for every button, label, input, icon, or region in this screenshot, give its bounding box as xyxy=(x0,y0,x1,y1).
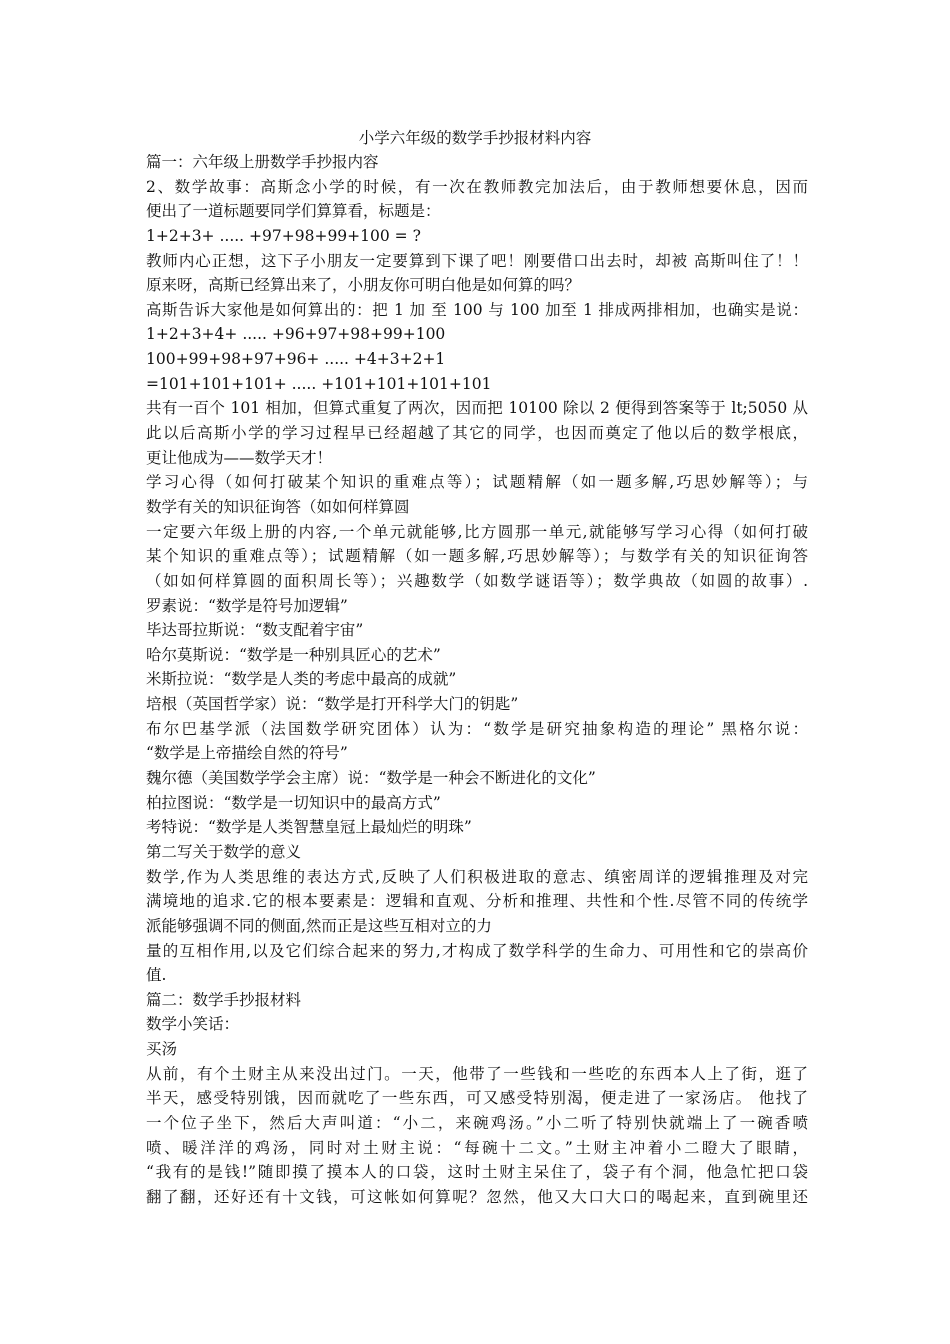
paragraph-line: 翻了翻，还好还有十文钱，可这帐如何算呢？忽然，他又大口大口的喝起来，直到碗里还 xyxy=(146,1187,808,1206)
paragraph-line: 此以后高斯小学的学习过程早已经超越了其它的同学，也因而奠定了他以后的数学根底， xyxy=(146,424,808,443)
quote-line: 柏拉图说：“数学是一切知识中的最高方式” xyxy=(146,793,441,812)
quote-line: 布尔巴基学派（法国数学研究团体）认为：“数学是研究抽象构造的理论” 黑格尔说： xyxy=(146,719,808,738)
subsection-heading: 数学小笑话： xyxy=(146,1015,240,1034)
paragraph-line: 喷、暖洋洋的鸡汤，同时对土财主说：“每碗十二文。”土财主冲着小二瞪大了眼睛， xyxy=(146,1138,808,1157)
paragraph-line: 2、数学故事：高斯念小学的时候，有一次在教师教完加法后，由于教师想要休息，因而 xyxy=(146,177,808,196)
paragraph-line: 高斯告诉大家他是如何算出的：把 1 加 至 100 与 100 加至 1 排成两排相加，也确实是说： xyxy=(146,300,808,319)
paragraph-line: 更让他成为——数学天才！ xyxy=(146,448,333,467)
story-title: 买汤 xyxy=(146,1040,178,1059)
section-heading: 篇一：六年级上册数学手抄报内容 xyxy=(146,153,379,171)
quote-line: 米斯拉说：“数学是人类的考虑中最高的成就” xyxy=(146,670,457,689)
document-title: 小学六年级的数学手抄报材料内容 xyxy=(358,129,592,147)
formula-line: =101+101+101+ ..... +101+101+101+101 xyxy=(146,374,492,393)
paragraph-line: 数学,作为人类思维的表达方式,反映了人们积极进取的意志、缜密周详的逻辑推理及对完 xyxy=(146,867,808,886)
formula-line: 100+99+98+97+96+ ..... +4+3+2+1 xyxy=(146,350,446,369)
quote-line: 考特说：“数学是人类智慧皇冠上最灿烂的明珠” xyxy=(146,818,472,837)
paragraph-line: 派能够强调不同的侧面,然而正是这些互相对立的力 xyxy=(146,916,492,935)
quote-line: “数学是上帝描绘自然的符号” xyxy=(146,744,348,763)
paragraph-line: 共有一百个 101 相加，但算式重复了两次，因而把 10100 除以 2 便得到答案等于 lt;5050 从 xyxy=(146,399,808,418)
section-heading: 第二写关于数学的意义 xyxy=(146,842,302,861)
paragraph-line: 数学有关的知识征询答（如如何样算圆 xyxy=(146,497,410,516)
paragraph-line: “我有的是钱!”随即摸了摸本人的口袋，这时土财主呆住了，袋子有个洞，他急忙把口袋 xyxy=(146,1163,808,1182)
paragraph-line: （如如何样算圆的面积周长等）；兴趣数学（如数学谜语等）；数学典故（如圆的故事）. xyxy=(146,571,808,590)
formula-line: 1+2+3+4+ ..... +96+97+98+99+100 xyxy=(146,325,446,344)
document-body xyxy=(146,150,808,1210)
quote-line: 毕达哥拉斯说：“数支配着宇宙” xyxy=(146,621,364,640)
paragraph-line: 教师内心正想，这下子小朋友一定要算到下课了吧！刚要借口出去时，却被 高斯叫住了！！ xyxy=(146,251,808,270)
quote-line: 哈尔莫斯说：“数学是一种别具匠心的艺术” xyxy=(146,645,441,664)
formula-line: 1+2+3+ ..... +97+98+99+100 = ? xyxy=(146,226,421,245)
quote-line: 培根（英国哲学家）说：“数学是打开科学大门的钥匙” xyxy=(146,695,519,714)
paragraph-line: 原来呀，高斯已经算出来了，小朋友你可明白他是如何算的吗？ xyxy=(146,276,581,295)
paragraph-line: 学习心得（如何打破某个知识的重难点等）；试题精解（如一题多解,巧思妙解等）；与 xyxy=(146,473,808,492)
paragraph-line: 值. xyxy=(146,966,167,985)
paragraph-line: 满境地的追求.它的根本要素是：逻辑和直观、分析和推理、共性和个性.尽管不同的传统学 xyxy=(146,892,808,911)
paragraph-line: 量的互相作用,以及它们综合起来的努力,才构成了数学科学的生命力、可用性和它的崇高价 xyxy=(146,941,808,960)
paragraph-line: 一个位子坐下，然后大声叫道：“小二，来碗鸡汤。”小二听了特别快就端上了一碗香喷 xyxy=(146,1113,808,1132)
quote-line: 魏尔德（美国数学学会主席）说：“数学是一种会不断进化的文化” xyxy=(146,769,596,788)
section-heading: 篇二：数学手抄报材料 xyxy=(146,990,302,1009)
paragraph-line: 从前，有个土财主从来没出过门。一天，他带了一些钱和一些吃的东西本人上了街，逛了 xyxy=(146,1064,808,1083)
quote-line: 罗素说：“数学是符号加逻辑” xyxy=(146,596,348,615)
paragraph-line: 某个知识的重难点等）；试题精解（如一题多解,巧思妙解等）；与数学有关的知识征询答 xyxy=(146,547,808,566)
paragraph-line: 便出了一道标题要同学们算算看，标题是： xyxy=(146,202,441,221)
paragraph-line: 一定要六年级上册的内容,一个单元就能够,比方圆那一单元,就能够写学习心得（如何打破 xyxy=(146,522,808,541)
paragraph-line: 半天，感受特别饿，因而就吃了一些东西，可又感受特别渴，便走进了一家汤店。 他找了 xyxy=(146,1089,808,1108)
